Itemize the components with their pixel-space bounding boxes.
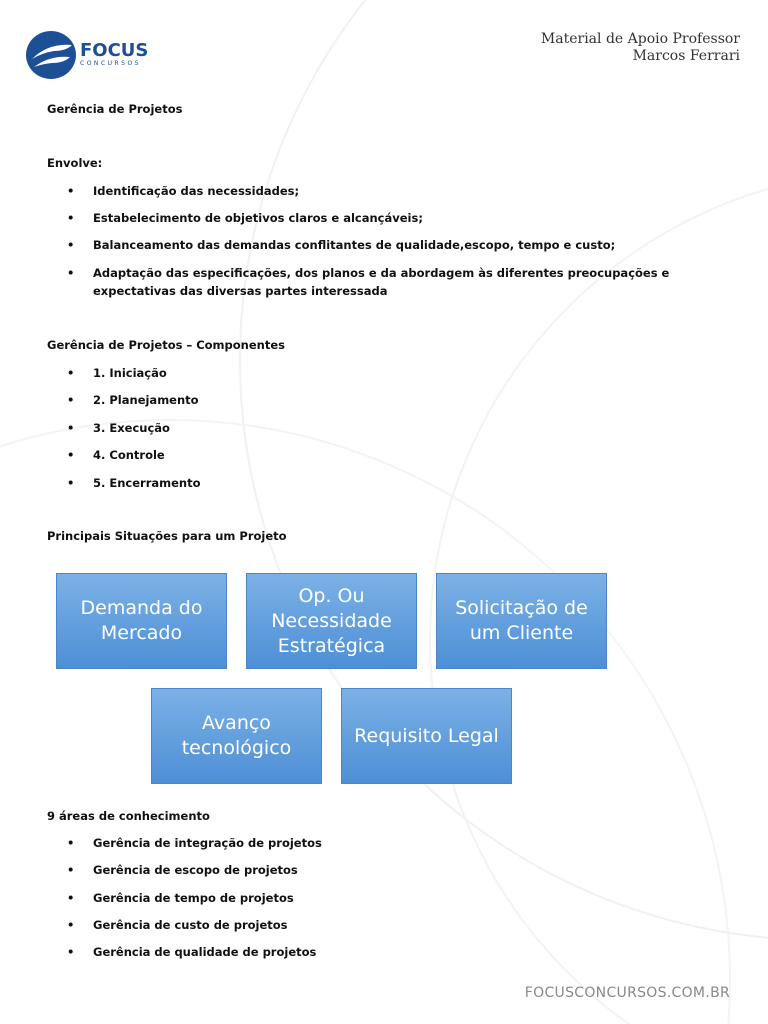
focus-logo-icon	[24, 29, 78, 81]
bullet: •	[67, 211, 75, 225]
box-solicitacao-cliente: Solicitação de um Cliente	[436, 573, 607, 669]
list-item: • 3. Execução	[67, 420, 170, 435]
situacoes-heading: Principais Situações para um Projeto	[47, 529, 287, 543]
bullet: •	[67, 420, 75, 435]
list-item: • Gerência de tempo de projetos	[67, 890, 294, 905]
list-item: • Estabelecimento de objetivos claros e alcançáveis;	[67, 211, 423, 225]
list-item: • Gerência de qualidade de projetos	[67, 945, 317, 960]
envolve-list	[47, 184, 707, 300]
footer-website: FOCUSCONCURSOS.COM.BR	[524, 985, 730, 1001]
componentes-heading: Gerência de Projetos – Componentes	[47, 338, 285, 352]
bullet: •	[67, 836, 75, 850]
author-name: Marcos Ferrari	[632, 48, 740, 64]
focus-logo	[24, 29, 148, 81]
box-requisito-legal: Requisito Legal	[341, 688, 512, 784]
list-item: • Adaptação das especificações, dos planos e da abordagem às diferentes preocupações e expectativas das diversas partes interessada	[67, 266, 670, 298]
envolve-heading: Envolve:	[47, 156, 103, 170]
box-avanco-tecnologico: Avanço tecnológico	[151, 688, 322, 784]
bullet: •	[67, 945, 75, 960]
bullet: •	[67, 266, 75, 280]
list-item: • 1. Iniciação	[67, 366, 167, 380]
list-item: • 2. Planejamento	[67, 393, 199, 408]
bullet: •	[67, 475, 75, 490]
bullet: •	[67, 448, 75, 463]
bullet: •	[67, 393, 75, 408]
list-item: • Gerência de custo de projetos	[67, 917, 288, 932]
list-item: • Gerência de escopo de projetos	[67, 863, 298, 878]
areas-heading: 9 áreas de conhecimento	[47, 809, 210, 823]
header-info	[541, 31, 740, 65]
areas-list	[47, 836, 707, 972]
logo-wordmark: FOCUS	[80, 40, 149, 61]
list-item: • Gerência de integração de projetos	[67, 836, 322, 850]
bullet: •	[67, 890, 75, 905]
box-necessidade-estrategica: Op. Ou Necessidade Estratégica	[246, 573, 417, 669]
list-item: • Balanceamento das demandas conflitantes de qualidade,escopo, tempo e custo;	[67, 238, 616, 252]
componentes-list	[47, 366, 707, 503]
bullet: •	[67, 184, 75, 198]
logo-subtitle: CONCURSOS	[80, 60, 141, 67]
list-item: • Identificação das necessidades;	[67, 184, 300, 198]
box-demanda-mercado: Demanda do Mercado	[56, 573, 227, 669]
bullet: •	[67, 863, 75, 878]
bullet: •	[67, 238, 75, 252]
list-item: • 4. Controle	[67, 448, 165, 463]
bullet: •	[67, 917, 75, 932]
list-item: • 5. Encerramento	[67, 475, 201, 490]
bullet: •	[67, 366, 75, 380]
page-title: Gerência de Projetos	[47, 102, 183, 116]
material-label: Material de Apoio Professor	[540, 31, 740, 47]
